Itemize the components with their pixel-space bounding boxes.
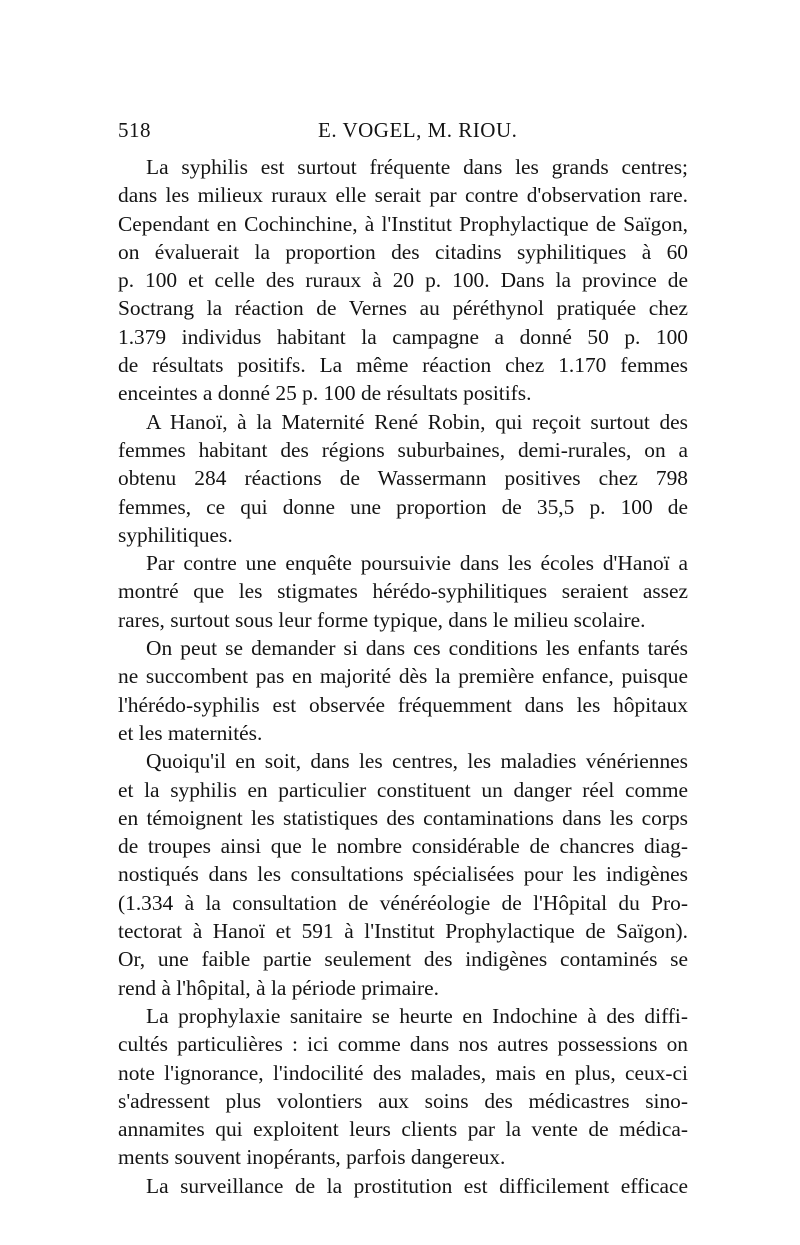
text-line: On peut se demander si dans ces conditions les enfants tarés xyxy=(146,636,688,661)
text-line: cultés particulières : ici comme dans nos autres possessions on xyxy=(118,1032,688,1057)
text-line: Par contre une enquête poursuivie dans les écoles d'Hanoï a xyxy=(146,551,688,576)
text-line: p. 100 et celle des ruraux à 20 p. 100. Dans la province de xyxy=(118,268,688,293)
page-header xyxy=(118,118,688,148)
text-line: Or, une faible partie seulement des indigènes contaminés se xyxy=(118,947,688,972)
text-line: La prophylaxie sanitaire se heurte en Indochine à des diffi- xyxy=(146,1003,688,1028)
text-line: note l'ignorance, l'indocilité des malades, mais en plus, ceux-ci xyxy=(118,1060,688,1085)
text-line: rares, surtout sous leur forme typique, dans le milieu scolaire. xyxy=(118,607,646,632)
body-text xyxy=(118,153,688,1200)
text-line: et les maternités. xyxy=(118,720,263,745)
text-line: femmes habitant des régions suburbaines, demi-rurales, on a xyxy=(118,437,688,462)
text-line: A Hanoï, à la Maternité René Robin, qui reçoit surtout des xyxy=(146,409,688,434)
text-line: s'adressent plus volontiers aux soins des médicastres sino- xyxy=(118,1088,688,1113)
text-line: en témoignent les statistiques des contaminations dans les corps xyxy=(118,805,688,830)
text-line: dans les milieux ruraux elle serait par contre d'observation rare. xyxy=(118,183,688,208)
text-line: montré que les stigmates hérédo-syphilitiques seraient assez xyxy=(118,579,688,604)
text-line: La syphilis est surtout fréquente dans les grands centres; xyxy=(146,155,688,179)
text-line: et la syphilis en particulier constituent un danger réel comme xyxy=(118,777,688,802)
text-line: tectorat à Hanoï et 591 à l'Institut Prophylactique de Saïgon). xyxy=(118,919,688,944)
text-line: Quoiqu'il en soit, dans les centres, les maladies vénériennes xyxy=(146,749,688,774)
text-line: ments souvent inopérants, parfois dangereux. xyxy=(118,1145,506,1170)
text-line: de résultats positifs. La même réaction chez 1.170 femmes xyxy=(118,353,688,378)
text-line: syphilitiques. xyxy=(118,522,233,547)
text-line: Cependant en Cochinchine, à l'Institut Prophylactique de Saïgon, xyxy=(118,211,688,236)
page-number: 518 xyxy=(118,118,151,142)
text-line: nostiqués dans les consultations spécialisées pour les indigènes xyxy=(118,862,688,887)
text-line: rend à l'hôpital, à la période primaire. xyxy=(118,975,440,1000)
text-line: l'hérédo-syphilis est observée fréquemment dans les hôpitaux xyxy=(118,692,688,717)
text-line: La surveillance de la prostitution est difficilement efficace xyxy=(146,1173,688,1198)
text-line: de troupes ainsi que le nombre considérable de chancres diag- xyxy=(118,834,688,859)
text-line: obtenu 284 réactions de Wassermann positives chez 798 xyxy=(118,466,688,491)
text-line: on évaluerait la proportion des citadins syphilitiques à 60 xyxy=(118,239,688,264)
text-line: ne succombent pas en majorité dès la première enfance, puisque xyxy=(118,664,688,689)
text-line: femmes, ce qui donne une proportion de 35,5 p. 100 de xyxy=(118,494,688,519)
text-line: Soctrang la réaction de Vernes au péréthynol pratiquée chez xyxy=(118,296,688,321)
text-line: (1.334 à la consultation de vénéréologie de l'Hôpital du Pro- xyxy=(118,890,688,915)
text-line: 1.379 individus habitant la campagne a donné 50 p. 100 xyxy=(118,324,688,349)
running-head: E. VOGEL, M. RIOU. xyxy=(318,118,518,142)
text-line: enceintes a donné 25 p. 100 de résultats positifs. xyxy=(118,381,532,406)
text-line: annamites qui exploitent leurs clients par la vente de médica- xyxy=(118,1117,688,1142)
